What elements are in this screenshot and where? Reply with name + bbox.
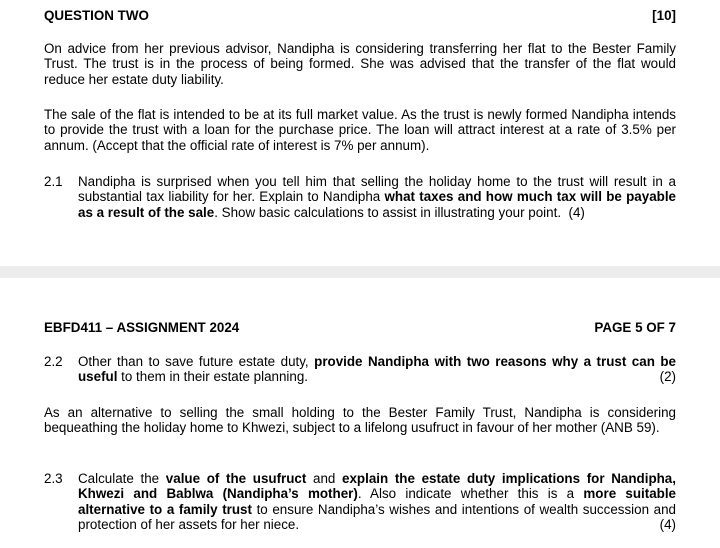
question-number: 2.2: [44, 354, 63, 369]
question-text: Nandipha is surprised when you tell him that selling the holiday home to the trust will result in a substantial tax liability for her. Explain to Nandipha what taxes and how much tax will be payable as a result of the sale. Show basic calculations to assist in illustrating your point. (4): [78, 174, 676, 220]
question-number: 2.1: [44, 174, 63, 189]
paragraph-usufruct-alternative: As an alternative to selling the small holding to the Bester Family Trust, Nandipha is considering bequeathing the holiday home to Khwezi, subject to a lifelong usufruct in favour of her mother (ANB 59).: [44, 405, 676, 436]
paragraph-flat-transfer: On advice from her previous advisor, Nandipha is considering transferring her flat to the Bester Family Trust. The trust is in the process of being formed. She was advised that the transfer of the flat would reduce her estate duty liability.: [44, 41, 676, 87]
question-2-1: [44, 174, 676, 220]
question-header: [44, 8, 676, 23]
page-header: [44, 320, 676, 335]
question-marks: (4): [568, 204, 585, 220]
question-heading: QUESTION TWO: [44, 8, 149, 23]
document-page-1: [0, 0, 720, 266]
page-break: [0, 266, 720, 278]
question-total-marks: [10]: [652, 8, 676, 23]
paragraph-sale-loan: The sale of the flat is intended to be at its full market value. As the trust is newly formed Nandipha intends to provide the trust with a loan for the purchase price. The loan will attract interest at a rate of 3.5% per annum. (Accept that the official rate of interest is 7% per annum).: [44, 107, 676, 153]
question-2-3: [44, 471, 676, 533]
question-2-2: [44, 354, 676, 385]
question-marks: (4): [659, 517, 676, 533]
question-marks: (2): [659, 369, 676, 385]
assignment-title: EBFD411 – ASSIGNMENT 2024: [44, 320, 240, 335]
page-number: PAGE 5 OF 7: [594, 320, 676, 335]
question-text: Calculate the value of the usufruct and explain the estate duty implications for Nandipha, Khwezi and Bablwa (Nandipha’s mother). Also indicate whether this is a more suitable alternative to a family trust to ensure Nandipha’s wishes and intentions of wealth succession and protection of her assets for her niece. (4): [78, 471, 676, 533]
document-page-2: [0, 278, 720, 548]
question-number: 2.3: [44, 471, 63, 486]
question-text: Other than to save future estate duty, provide Nandipha with two reasons why a trust can be useful to them in their estate planning. (2): [78, 354, 676, 385]
